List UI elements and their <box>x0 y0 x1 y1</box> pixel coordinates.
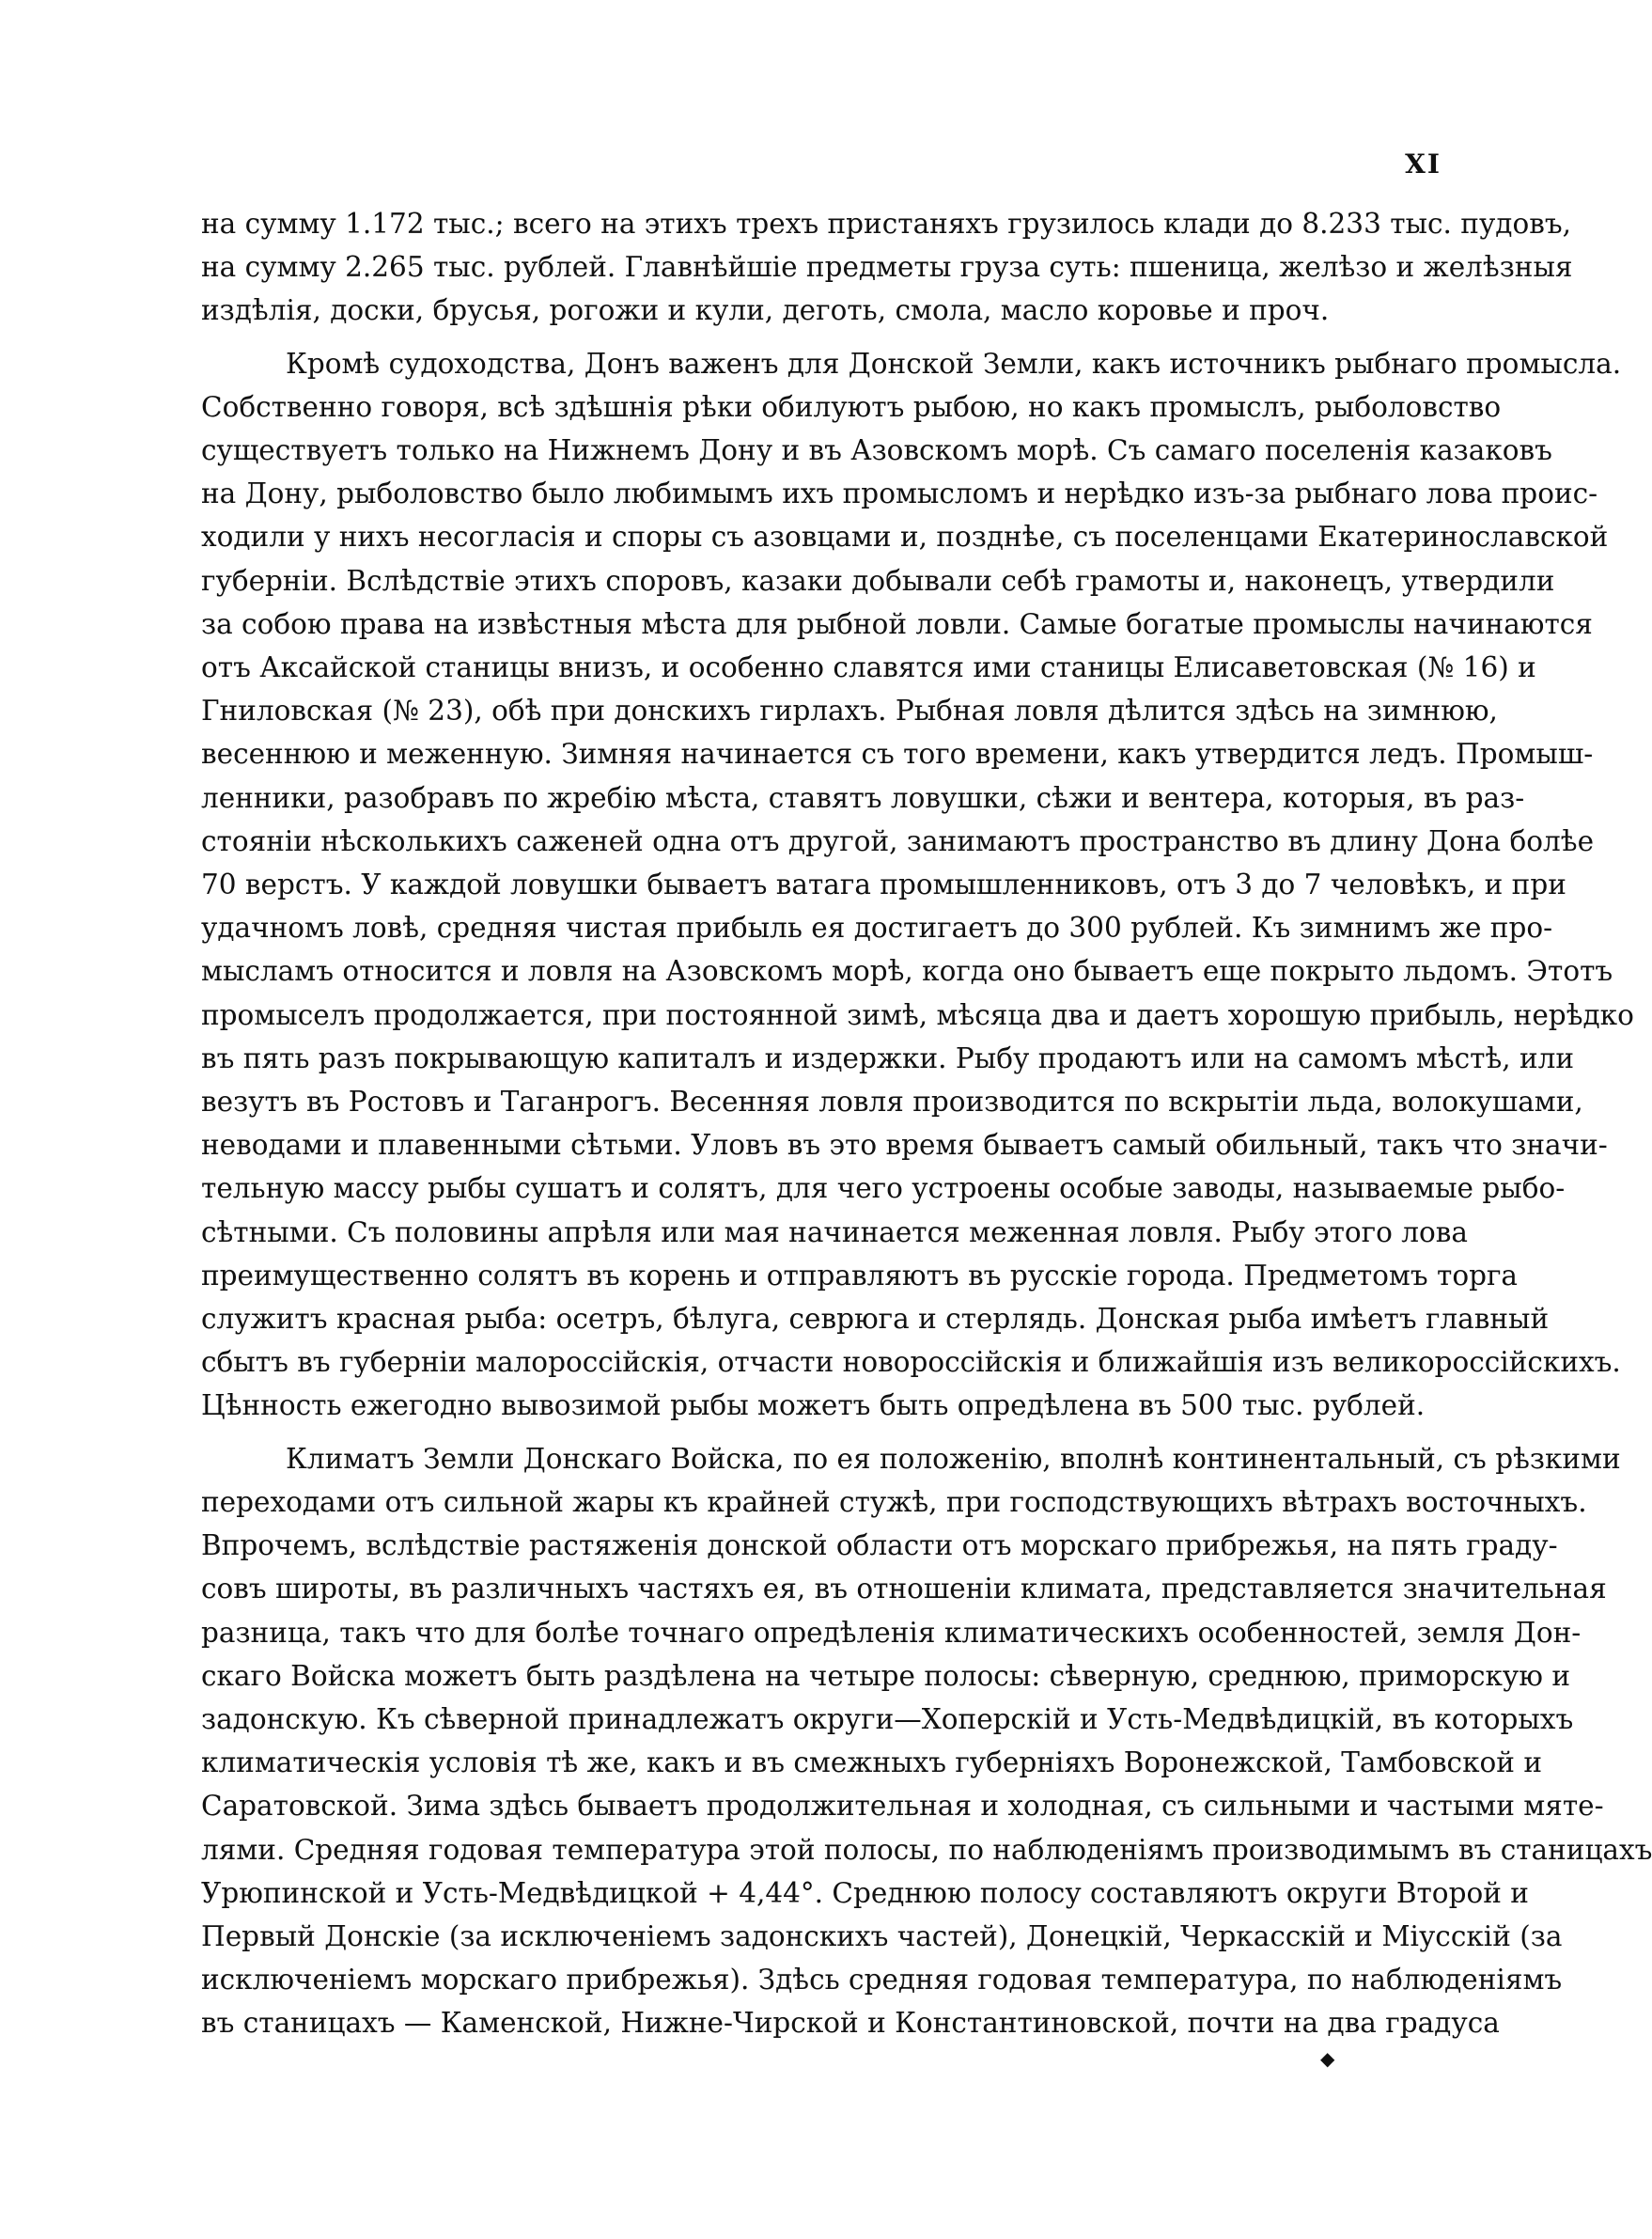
text-line: мысламъ относится и ловля на Азовскомъ морѣ, когда оно бываетъ еще покрыто льдомъ. Этотъ <box>201 955 1613 988</box>
text-line: въ станицахъ — Каменской, Нижне-Чирской и Константиновской, почти на два градуса <box>201 2007 1500 2040</box>
text-line: Собственно говоря, всѣ здѣшнія рѣки обилуютъ рыбою, но какъ промыслъ, рыболовство <box>201 390 1502 423</box>
text-line: весеннюю и меженную. Зимняя начинается съ того времени, какъ утвердится ледъ. Промыш- <box>201 738 1594 771</box>
text-line: задонскую. Къ сѣверной принадлежатъ округи—Хоперскій и Усть-Медвѣдицкій, въ которыхъ <box>201 1702 1574 1735</box>
text-line: Урюпинской и Усть-Медвѣдицкой + 4,44°. Среднюю полосу составляютъ округи Второй и <box>201 1876 1529 1909</box>
text-line: сѣтными. Съ половины апрѣля или мая начинается меженная ловля. Рыбу этого лова <box>201 1215 1468 1248</box>
text-line: Климатъ Земли Донскаго Войска, по ея положенію, вполнѣ континентальный, съ рѣзкими <box>286 1442 1621 1475</box>
text-line: Саратовской. Зима здѣсь бываетъ продолжительная и холодная, съ сильными и частыми мяте- <box>201 1790 1604 1823</box>
text-line: скаго Войска можетъ быть раздѣлена на четыре полосы: сѣверную, среднюю, приморскую и <box>201 1659 1570 1692</box>
text-line: разница, такъ что для болѣе точнаго опредѣленія климатическихъ особенностей, земля Дон- <box>201 1616 1582 1649</box>
text-line: Гниловская (№ 23), обѣ при донскихъ гирлахъ. Рыбная ловля дѣлится здѣсь на зимнюю, <box>201 695 1498 728</box>
page-number: XI <box>1405 149 1442 180</box>
text-line: неводами и плавенными сѣтьми. Уловъ въ это время бываетъ самый обильный, такъ что значи- <box>201 1129 1608 1162</box>
paragraph-1 <box>201 202 1573 333</box>
text-line: переходами отъ сильной жары къ крайней стужѣ, при господствующихъ вѣтрахъ восточныхъ. <box>201 1485 1587 1518</box>
paragraph-3 <box>201 1437 1652 2045</box>
text-line: губерніи. Вслѣдствіе этихъ споровъ, казаки добывали себѣ грамоты и, наконецъ, утвердили <box>201 564 1555 597</box>
text-line: въ пять разъ покрывающую капиталъ и издержки. Рыбу продаютъ или на самомъ мѣстѣ, или <box>201 1041 1575 1074</box>
print-mark: ◆ <box>1320 2047 1335 2070</box>
text-line: на Дону, рыболовство было любимымъ ихъ промысломъ и нерѣдко изъ-за рыбнаго лова проис- <box>201 478 1598 510</box>
text-line: преимущественно солятъ въ корень и отправляютъ въ русскіе города. Предметомъ торга <box>201 1259 1519 1292</box>
text-line: совъ широты, въ различныхъ частяхъ ея, въ отношеніи климата, представляется значительная <box>201 1573 1607 1605</box>
text-line: на сумму 1.172 тыс.; всего на этихъ трехъ пристаняхъ грузилось клади до 8.233 тыс. пудовъ, <box>201 208 1571 240</box>
text-line: ленники, разобравъ по жребію мѣста, ставятъ ловушки, сѣжи и вентера, которыя, въ раз- <box>201 781 1525 814</box>
text-line: Первый Донскіе (за исключеніемъ задонскихъ частей), Донецкій, Черкасскій и Міусскій (за <box>201 1919 1563 1952</box>
text-line: ходили у нихъ несогласія и споры съ азовцами и, позднѣе, съ поселенцами Екатеринославской <box>201 521 1609 554</box>
text-line: на сумму 2.265 тыс. рублей. Главнѣйшіе предметы груза суть: пшеница, желѣзо и желѣзныя <box>201 251 1573 284</box>
text-line: Кромѣ судоходства, Донъ важенъ для Донской Земли, какъ источникъ рыбнаго промысла. <box>286 347 1622 380</box>
paragraph-2 <box>201 342 1634 1428</box>
text-line: за собою права на извѣстныя мѣста для рыбной ловли. Самые богатые промыслы начинаются <box>201 607 1593 640</box>
text-line: существуетъ только на Нижнемъ Дону и въ Азовскомъ морѣ. Съ самаго поселенія казаковъ <box>201 434 1552 467</box>
text-line: исключеніемъ морскаго прибрежья). Здѣсь средняя годовая температура, по наблюденіямъ <box>201 1964 1563 1996</box>
text-line: издѣлія, доски, брусья, рогожи и кули, деготь, смола, масло коровье и проч. <box>201 294 1330 327</box>
text-line: промыселъ продолжается, при постоянной зимѣ, мѣсяца два и даетъ хорошую прибыль, нерѣдко <box>201 998 1634 1031</box>
text-line: лями. Средняя годовая температура этой полосы, по наблюденіямъ производимымъ въ станицахъ <box>201 1833 1652 1866</box>
text-line: Впрочемъ, вслѣдствіе растяженія донской области отъ морскаго прибрежья, на пять граду- <box>201 1529 1558 1562</box>
text-block <box>201 202 1652 2055</box>
text-line: служитъ красная рыба: осетръ, бѣлуга, севрюга и стерлядь. Донская рыба имѣетъ главный <box>201 1303 1550 1336</box>
text-line: отъ Аксайской станицы внизъ, и особенно славятся ими станицы Елисаветовская (№ 16) и <box>201 651 1536 684</box>
text-line: Цѣнность ежегодно вывозимой рыбы можетъ быть опредѣлена въ 500 тыс. рублей. <box>201 1389 1426 1422</box>
text-line: удачномъ ловѣ, средняя чистая прибыль ея достигаетъ до 300 рублей. Къ зимнимъ же про- <box>201 912 1553 945</box>
text-line: сбытъ въ губерніи малороссійскія, отчасти новороссійскія и ближайшія изъ великороссійскихъ. <box>201 1346 1621 1379</box>
text-line: стояніи нѣсколькихъ саженей одна отъ другой, занимаютъ пространство въ длину Дона болѣе <box>201 824 1595 857</box>
text-line: тельную массу рыбы сушатъ и солятъ, для чего устроены особые заводы, называемые рыбо- <box>201 1172 1566 1205</box>
text-line: климатическія условія тѣ же, какъ и въ смежныхъ губерніяхъ Воронежской, Тамбовской и <box>201 1746 1542 1779</box>
text-line: везутъ въ Ростовъ и Таганрогъ. Весенняя ловля производится по вскрытіи льда, волокушами, <box>201 1086 1583 1119</box>
text-line: 70 верстъ. У каждой ловушки бываетъ ватага промышленниковъ, отъ 3 до 7 человѣкъ, и при <box>201 869 1566 901</box>
